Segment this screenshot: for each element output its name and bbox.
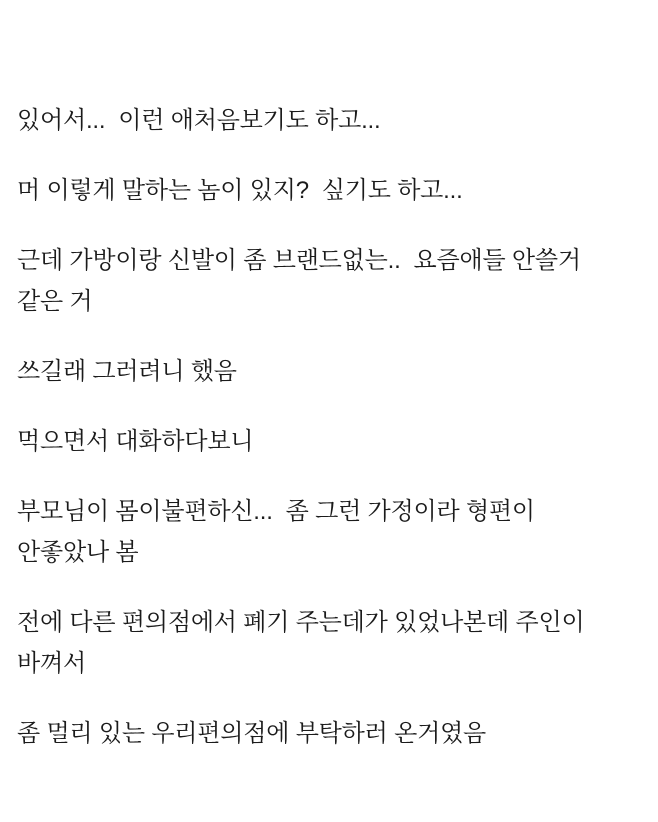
post-paragraph: 좀 멀리 있는 우리편의점에 부탁하러 온거였음 [17,720,487,747]
post-paragraph: 근데 가방이랑 신발이 좀 브랜드없는.. 요즘애들 안쓸거 같은 거 [17,247,588,315]
post-body [17,100,633,754]
post-paragraph: 먹으면서 대화하다보니 [17,428,254,455]
post-paragraph: 머 이렇게 말하는 놈이 있지? 싶기도 하고... [17,177,463,204]
post-paragraph: 부모님이 몸이불편하신... 좀 그런 가정이라 형편이 안좋았나 봄 [17,498,542,566]
post-paragraph: 있어서... 이런 애처음보기도 하고... [17,107,381,134]
post-paragraph: 전에 다른 편의점에서 폐기 주는데가 있었나본데 주인이 바껴서 [17,609,591,677]
post-paragraph: 쓰길래 그러려니 했음 [17,358,237,385]
